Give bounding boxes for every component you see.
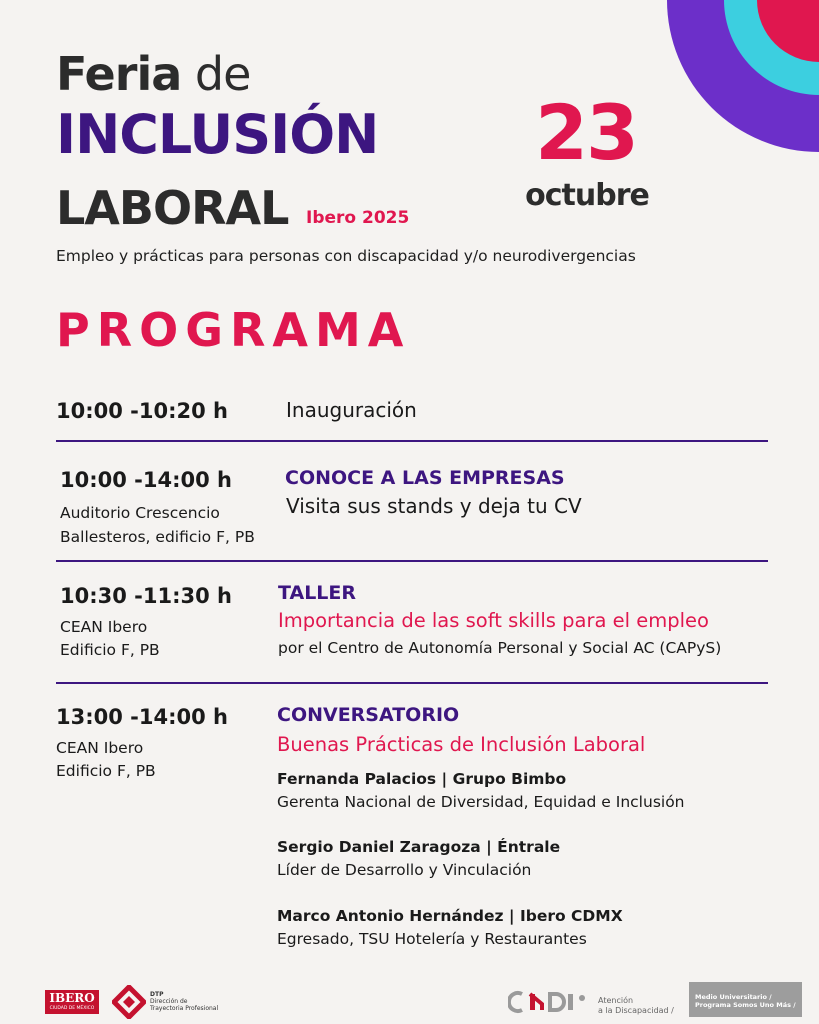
- title-line-3: LABORAL: [56, 181, 289, 235]
- session-1-time: 10:00 -10:20 h: [56, 399, 228, 423]
- program-heading: PROGRAMA: [56, 303, 411, 357]
- speaker-2-role: Líder de Desarrollo y Vinculación: [277, 861, 532, 879]
- subtitle: Empleo y prácticas para personas con discapacidad y/o neurodivergencias: [56, 247, 636, 265]
- session-4-time: 13:00 -14:00 h: [56, 705, 228, 729]
- dtp-logo-icon: [112, 985, 146, 1019]
- session-3-location-2: Edificio F, PB: [60, 641, 160, 659]
- session-3-location-1: CEAN Ibero: [60, 618, 148, 636]
- session-3-topic: Importancia de las soft skills para el empleo: [278, 609, 709, 632]
- title-word-de: de: [181, 47, 251, 101]
- session-3-title: TALLER: [278, 582, 357, 604]
- session-1-title: Inauguración: [286, 398, 417, 422]
- divider-2: [56, 560, 768, 562]
- session-2-location-2: Ballesteros, edificio F, PB: [60, 528, 255, 546]
- session-2-description: Visita sus stands y deja tu CV: [286, 494, 582, 518]
- ibero-logo: [45, 990, 99, 1014]
- divider-1: [56, 440, 768, 442]
- session-2-location-1: Auditorio Crescencio: [60, 504, 220, 522]
- dtp-line-2: Trayectoria Profesional: [150, 1005, 219, 1012]
- divider-3: [56, 682, 768, 684]
- session-4-location-2: Edificio F, PB: [56, 762, 156, 780]
- speaker-3-name: Marco Antonio Hernández | Ibero CDMX: [277, 907, 623, 925]
- session-4-topic: Buenas Prácticas de Inclusión Laboral: [277, 733, 646, 756]
- title-word-feria: Feria: [56, 47, 182, 101]
- muv-line-1: Medio Universitario /: [695, 993, 772, 1001]
- ibero-logo-subtext: CIUDAD DE MÉXICO: [49, 1006, 95, 1011]
- dtp-line-1: Dirección de: [150, 998, 188, 1005]
- session-4-title: CONVERSATORIO: [277, 704, 460, 726]
- dtp-label: [150, 991, 218, 1012]
- cadi-line-2: a la Discapacidad /: [598, 1006, 674, 1015]
- cadi-line-1: Atención: [598, 996, 634, 1005]
- title-line-1: [56, 46, 250, 102]
- dtp-abbr: DTP: [150, 991, 164, 998]
- session-2-time: 10:00 -14:00 h: [60, 468, 232, 492]
- session-2-title: CONOCE A LAS EMPRESAS: [285, 467, 565, 489]
- event-day: 23: [535, 88, 637, 177]
- ibero-logo-text: IBERO: [49, 991, 95, 1005]
- session-3-time: 10:30 -11:30 h: [60, 584, 232, 608]
- muv-line-2: Programa Somos Uno Más /: [695, 1001, 796, 1009]
- session-4-location-1: CEAN Ibero: [56, 739, 144, 757]
- speaker-3-role: Egresado, TSU Hotelería y Restaurantes: [277, 930, 587, 948]
- title-line-2: INCLUSIÓN: [56, 103, 379, 166]
- speaker-1-name: Fernanda Palacios | Grupo Bimbo: [277, 770, 567, 788]
- cadi-logo-icon: [508, 990, 592, 1014]
- cadi-label: [598, 996, 674, 1016]
- speaker-1-role: Gerenta Nacional de Diversidad, Equidad e Inclusión: [277, 793, 685, 811]
- session-3-organizer: por el Centro de Autonomía Personal y Social AC (CAPyS): [278, 639, 722, 657]
- medio-universitario-badge: [689, 982, 802, 1017]
- edition-label: Ibero 2025: [306, 208, 410, 228]
- speaker-2-name: Sergio Daniel Zaragoza | Éntrale: [277, 838, 561, 856]
- event-month: octubre: [525, 178, 649, 213]
